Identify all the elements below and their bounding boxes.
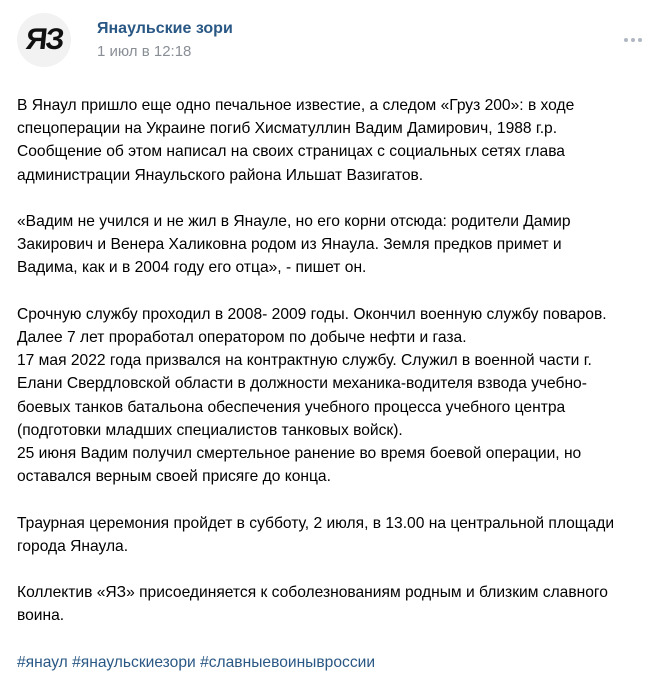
avatar[interactable] <box>17 13 71 67</box>
more-dots-icon <box>623 37 643 43</box>
post-paragraph: В Янаул пришло еще одно печальное известие, а следом «Груз 200»: в ходе спецоперации на Украине погиб Хисматуллин Вадим Дамирович, 1988 г.р. Сообщение об этом написал на своих страницах с социальных сетях глава администрации Янаульского района Ильшат Вазигатов. <box>17 97 575 184</box>
hashtag-link[interactable]: #янаул <box>17 653 68 671</box>
more-options-button[interactable] <box>621 30 645 50</box>
hashtag-link[interactable]: #славныевоинывроссии <box>200 653 376 671</box>
hashtag-list <box>17 651 649 674</box>
post-paragraph: Срочную службу проходил в 2008- 2009 годы. Окончил военную службу поваров. Далее 7 лет проработал оператором по добыче нефти и газа. 17 мая 2022 года призвался на контрактную службу. Служил в военной части г. Елани Свердловской области в должности механика-водителя взвода учебно- боевых танков батальона обеспечения учебного процесса учебного центра (подготовки младших специалистов танковых войск). 25 июня Вадим получил смертельное ранение во время боевой операции, но оставался верным своей присяге до конца. <box>17 305 607 486</box>
post-paragraph: Коллектив «ЯЗ» присоединяется к соболезнованиям родным и близким славного воина. <box>17 584 608 625</box>
post-paragraph: «Вадим не учился и не жил в Янауле, но его корни отсюда: родители Дамир Закирович и Венера Халиковна родом из Янаула. Земля предков примет и Вадима, как и в 2004 году его отца», - пишет он. <box>17 213 571 277</box>
post-header <box>17 12 233 68</box>
avatar-logo-text: ЯЗ <box>24 23 64 56</box>
post-date-link[interactable]: 1 июл в 12:18 <box>97 42 192 60</box>
author-name-link[interactable]: Янаульские зори <box>97 19 233 37</box>
post-paragraph: Траурная церемония пройдет в субботу, 2 июля, в 13.00 на центральной площади города Янаула. <box>17 514 615 555</box>
post-meta <box>97 19 233 62</box>
hashtag-link[interactable]: #янаульскиезори <box>72 653 196 671</box>
post-text <box>17 94 649 674</box>
